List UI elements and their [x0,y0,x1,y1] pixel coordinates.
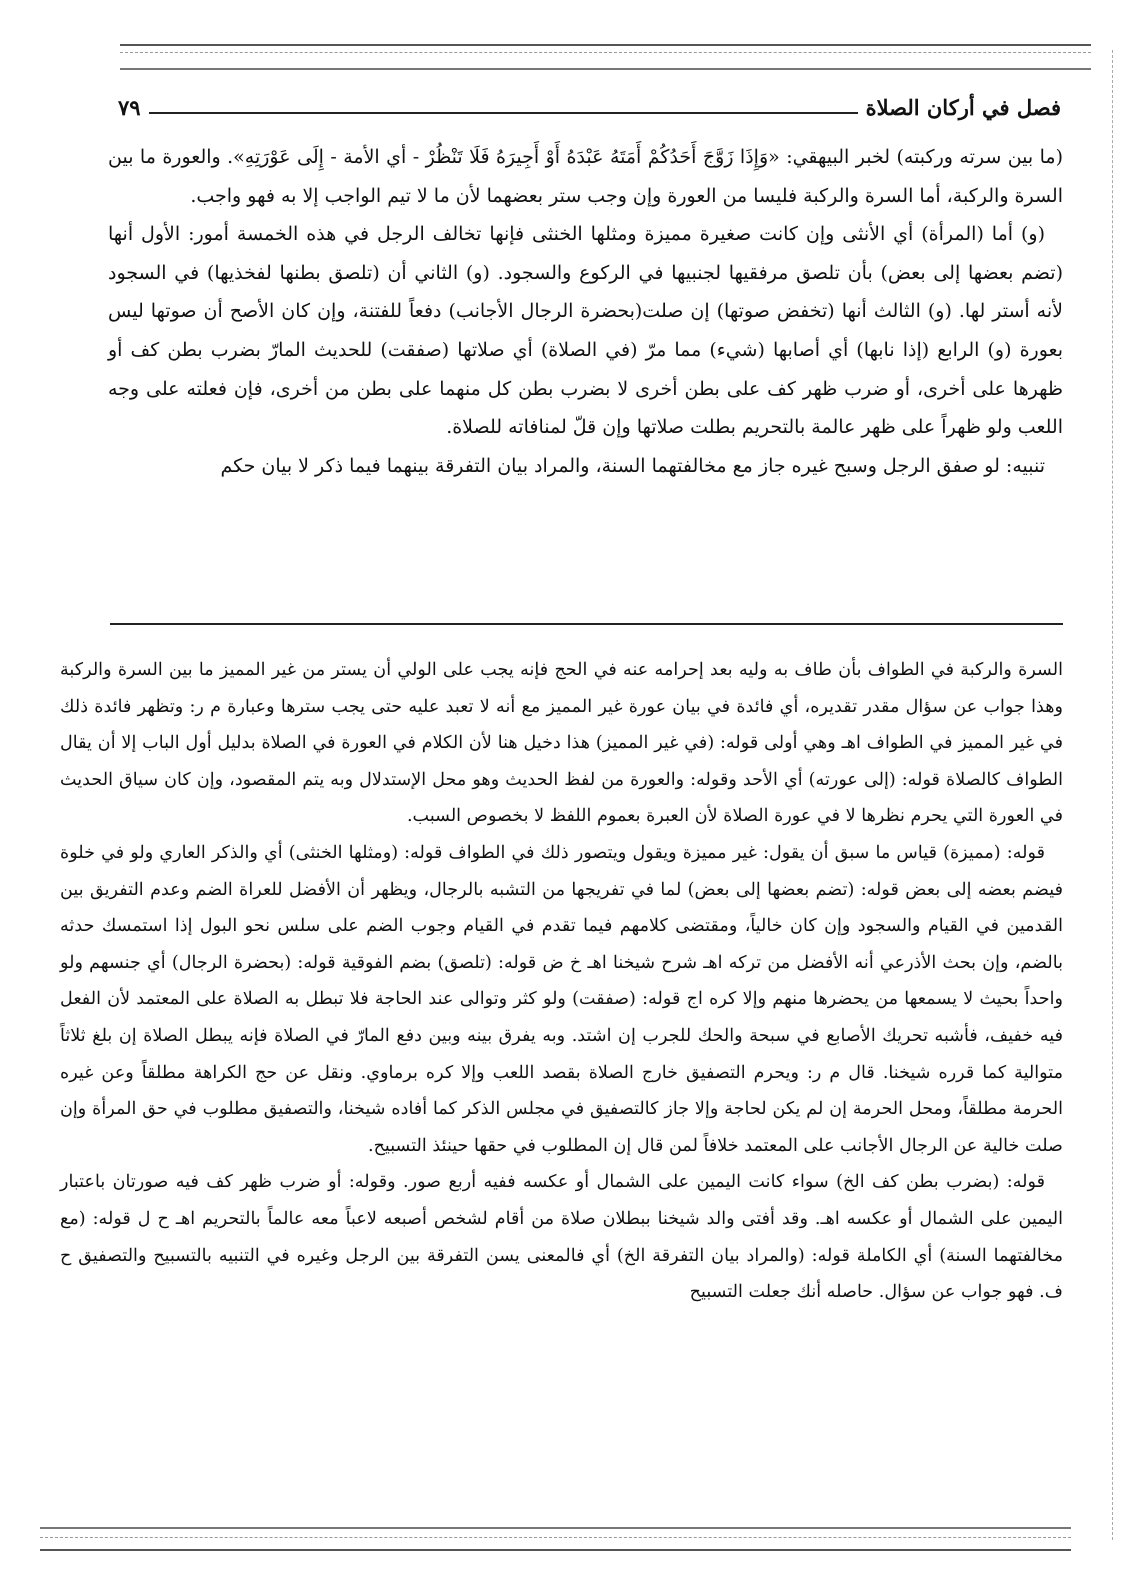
commentary-paragraph: قوله: (بضرب بطن كف الخ) سواء كانت اليمين على الشمال أو عكسه ففيه أربع صور. وقوله: أو ضرب ظهر كف فيه صورتان باعتبار اليمين على الشمال أو عكسه اهـ. وقد أفتى والد شيخنا ببطلان صلاة من أقام لشخص أصبعه لاعباً معه عالماً بالتحريم اهـ ح ل قوله: (مع مخالفتهما السنة) أي الكاملة قوله: (والمراد بيان التفرقة الخ) أي فالمعنى يسن التفرقة بين الرجل وغيره في التنبيه بالتسبيح والتصفيق ح ف. فهو جواب عن سؤال. حاصله أنك جعلت التسبيح [60,1172,1063,1303]
commentary-paragraph: السرة والركبة في الطواف بأن طاف به وليه بعد إحرامه عنه في الحج فإنه يجب على الولي أن يستر من غير المميز ما بين السرة والركبة وهذا جواب عن سؤال مقدر تقديره، أي فائدة في بيان عورة غير المميز مع أنه لا تعبد عليه حتى يجب سترها وعبارة م ر: وتظهر فائدة ذلك في غير المميز في الطواف اهـ وهي أولى قوله: (في غير المميز) هذا دخيل هنا لأن الكلام في العورة في الصلاة بدليل أول الباب إلا أن يقال الطواف كالصلاة قوله: (إلى عورته) أي الأحد وقوله: والعورة من لفظ الحديث وهو محل الإستدلال وبه يتم المقصود، وإن كان سياق الحديث في العورة التي يحرم نظرها لا في عورة الصلاة لأن العبرة بعموم اللفظ لا بخصوص السبب. [60,660,1063,827]
page-right-ornament [1088,50,1113,1540]
page-bottom-border [40,1527,1071,1551]
main-text [108,138,1063,485]
commentary-text [60,652,1063,1311]
header-rule [149,112,858,114]
page-number: ٧٩ [118,95,141,120]
main-paragraph: (و) أما (المرأة) أي الأنثى وإن كانت صغيرة مميزة ومثلها الخنثى فإنها تخالف الرجل في هذه الخمسة أمور: الأول أنها (تضم بعضها إلى بعض) بأن تلصق مرفقيها لجنبيها في الركوع والسجود. (و) الثاني أن (تلصق بطنها لفخذيها) في السجود لأنه أستر لها. (و) الثالث أنها (تخفض صوتها) إن صلت(بحضرة الرجال الأجانب) دفعاً للفتنة، وإن كان الأصح أن صوتها ليس بعورة (و) الرابع (إذا نابها) أي أصابها (شيء) مما مرّ (في الصلاة) أي صلاتها (صفقت) للحديث المارّ بضرب بطن كف أو ظهرها على أخرى، أو ضرب ظهر كف على بطن أخرى لا بضرب بطن كل منهما على بطن من أخرى، فإن فعلته على وجه اللعب ولو ظهراً على ظهر عالمة بالتحريم بطلت صلاتها وإن قلّ لمنافاته للصلاة. [108,223,1063,439]
chapter-title: فصل في أركان الصلاة [865,95,1061,120]
page-header [118,90,1061,120]
page-top-border [120,44,1091,70]
commentary-paragraph: قوله: (مميزة) قياس ما سبق أن يقول: غير مميزة ويقول ويتصور ذلك في الطواف قوله: (ومثلها الخنثى) أي والذكر العاري ولو في خلوة فيضم بعضه إلى بعض قوله: (تضم بعضها إلى بعض) لما في تفريجها من التشبه بالرجال، ويظهر أن الأفضل للعراة الضم وعدم التفريق بين القدمين في القيام والسجود وإن كان خالياً، ومقتضى كلامهم فيما تقدم في القيام وجوب الضم على سلس نحو البول إذا استمسك حدثه بالضم، وإن بحث الأذرعي أنه الأفضل من تركه اهـ شرح شيخنا اهـ خ ض قوله: (تلصق) بضم الفوقية قوله: (بحضرة الرجال) أي جنسهم ولو واحداً بحيث لا يسمعها من يحضرها منهم وإلا كره اج قوله: (صفقت) ولو كثر وتوالى عند الحاجة فلا تبطل به الصلاة على المعتمد لأن الفعل فيه خفيف، فأشبه تحريك الأصابع في سبحة والحك للجرب إن اشتد. وبه يفرق بينه وبين دفع المارّ في الصلاة فإنه يبطل الصلاة إن بلغ ثلاثاً متوالية كما قرره شيخنا. قال م ر: ويحرم التصفيق خارج الصلاة بقصد اللعب وإلا كره برماوي. ونقل عن حج الكراهة مطلقاً وعن غيره الحرمة مطلقاً، ومحل الحرمة إن لم يكن لحاجة وإلا جاز كالتصفيق في مجلس الذكر كما أفاده شيخنا، والتصفيق مطلوب في حق المرأة وإن صلت خالية عن الرجال الأجانب على المعتمد خلافاً لمن قال إن المطلوب في حقها حينئذ التسبيح. [60,842,1063,1156]
main-paragraph: (ما بين سرته وركبته) لخبر البيهقي: «وَإِذَا زَوَّجَ أَحَدُكُمْ أَمَتَهُ عَبْدَهُ أَوْ أَجِيرَهُ فَلَا تَنْظُرْ - أي الأمة - إِلَى عَوْرَتِهِ». والعورة ما بين السرة والركبة، أما السرة والركبة فليسا من العورة وإن وجب ستر بعضهما لأن ما لا تيم الواجب إلا به فهو واجب. [108,146,1063,207]
footnote-separator [110,623,1063,625]
main-paragraph: تنبيه: لو صفق الرجل وسبح غيره جاز مع مخالفتهما السنة، والمراد بيان التفرقة بينهما فيما ذكر لا بيان حكم [220,454,1045,477]
